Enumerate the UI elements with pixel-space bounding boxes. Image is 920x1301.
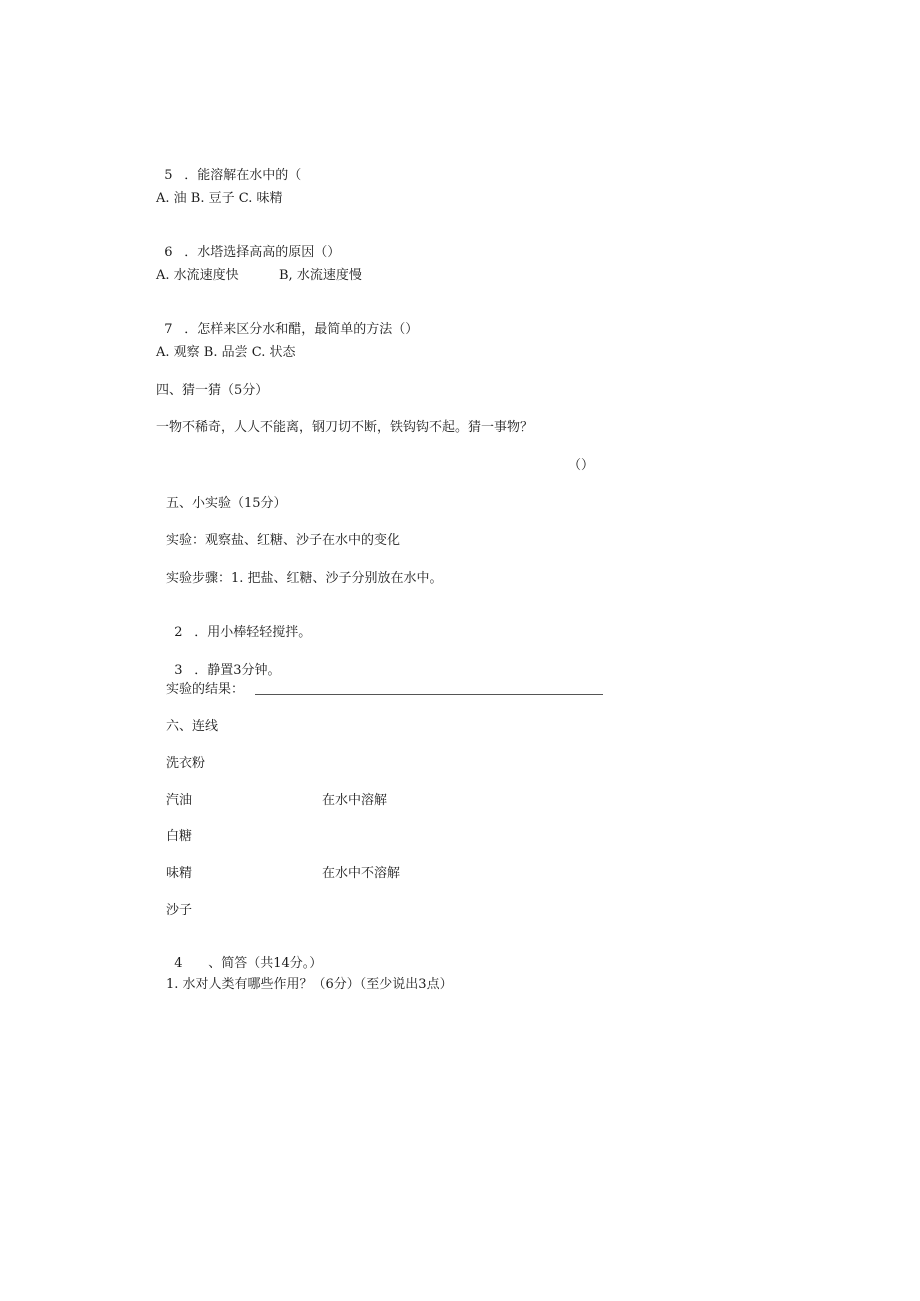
match-left-item[interactable]: 洗衣粉 — [166, 756, 206, 771]
step-number: 3 — [174, 663, 183, 678]
section-5-heading: 五、小实验（15分） — [166, 496, 287, 511]
question-text: ．能溶解在水中的（ — [184, 168, 302, 183]
question-6 — [156, 229, 340, 261]
experiment-result-blank[interactable] — [255, 694, 603, 695]
step-text: ．用小棒轻轻搅拌。 — [194, 625, 312, 640]
question-7-options: A. 观察 B. 品尝 C. 状态 — [156, 345, 296, 360]
step-number: 2 — [174, 625, 183, 640]
question-number: 6 — [164, 245, 173, 260]
question-5 — [156, 152, 301, 184]
riddle-text: 一物不稀奇，人人不能离，钢刀切不断，铁钩钩不起。猜一事物？ — [156, 420, 534, 435]
short-answer-question-1: 1. 水对人类有哪些作用？（6分）（至少说出3点） — [166, 977, 453, 992]
step-text: ．静置3分钟。 — [194, 663, 281, 678]
match-right-item[interactable]: 在水中溶解 — [322, 793, 388, 808]
match-left-item[interactable]: 汽油 — [166, 793, 193, 808]
match-right-item[interactable]: 在水中不溶解 — [322, 866, 401, 881]
experiment-step-2 — [166, 609, 311, 641]
question-number: 7 — [164, 322, 173, 337]
section-4-heading: 四、猜一猜（5分） — [156, 383, 269, 398]
question-7 — [156, 306, 418, 338]
riddle-answer-bracket[interactable]: （） — [568, 458, 595, 473]
experiment-step-3 — [166, 647, 281, 679]
match-left-item[interactable]: 味精 — [166, 866, 193, 881]
match-left-item[interactable]: 白糖 — [166, 829, 193, 844]
question-6-option-b: B, 水流速度慢 — [279, 268, 362, 283]
section-heading-text: 、简答（共14分。） — [208, 956, 323, 971]
section-6-heading: 六、连线 — [166, 719, 219, 734]
match-left-item[interactable]: 沙子 — [166, 903, 193, 918]
question-text: ．怎样来区分水和醋，最简单的方法（） — [184, 322, 419, 337]
section-number: 4 — [174, 956, 183, 971]
question-text: ．水塔选择高高的原因（） — [184, 245, 341, 260]
question-6-option-a: A. 水流速度快 — [156, 268, 239, 283]
experiment-step-1: 实验步骤：1. 把盐、红糖、沙子分别放在水中。 — [166, 571, 443, 586]
experiment-title: 实验：观察盐、红糖、沙子在水中的变化 — [166, 533, 401, 548]
question-5-options: A. 油 B. 豆子 C. 味精 — [156, 191, 283, 206]
question-number: 5 — [164, 168, 173, 183]
experiment-result-label: 实验的结果： — [166, 682, 245, 697]
section-7-heading — [166, 940, 322, 972]
